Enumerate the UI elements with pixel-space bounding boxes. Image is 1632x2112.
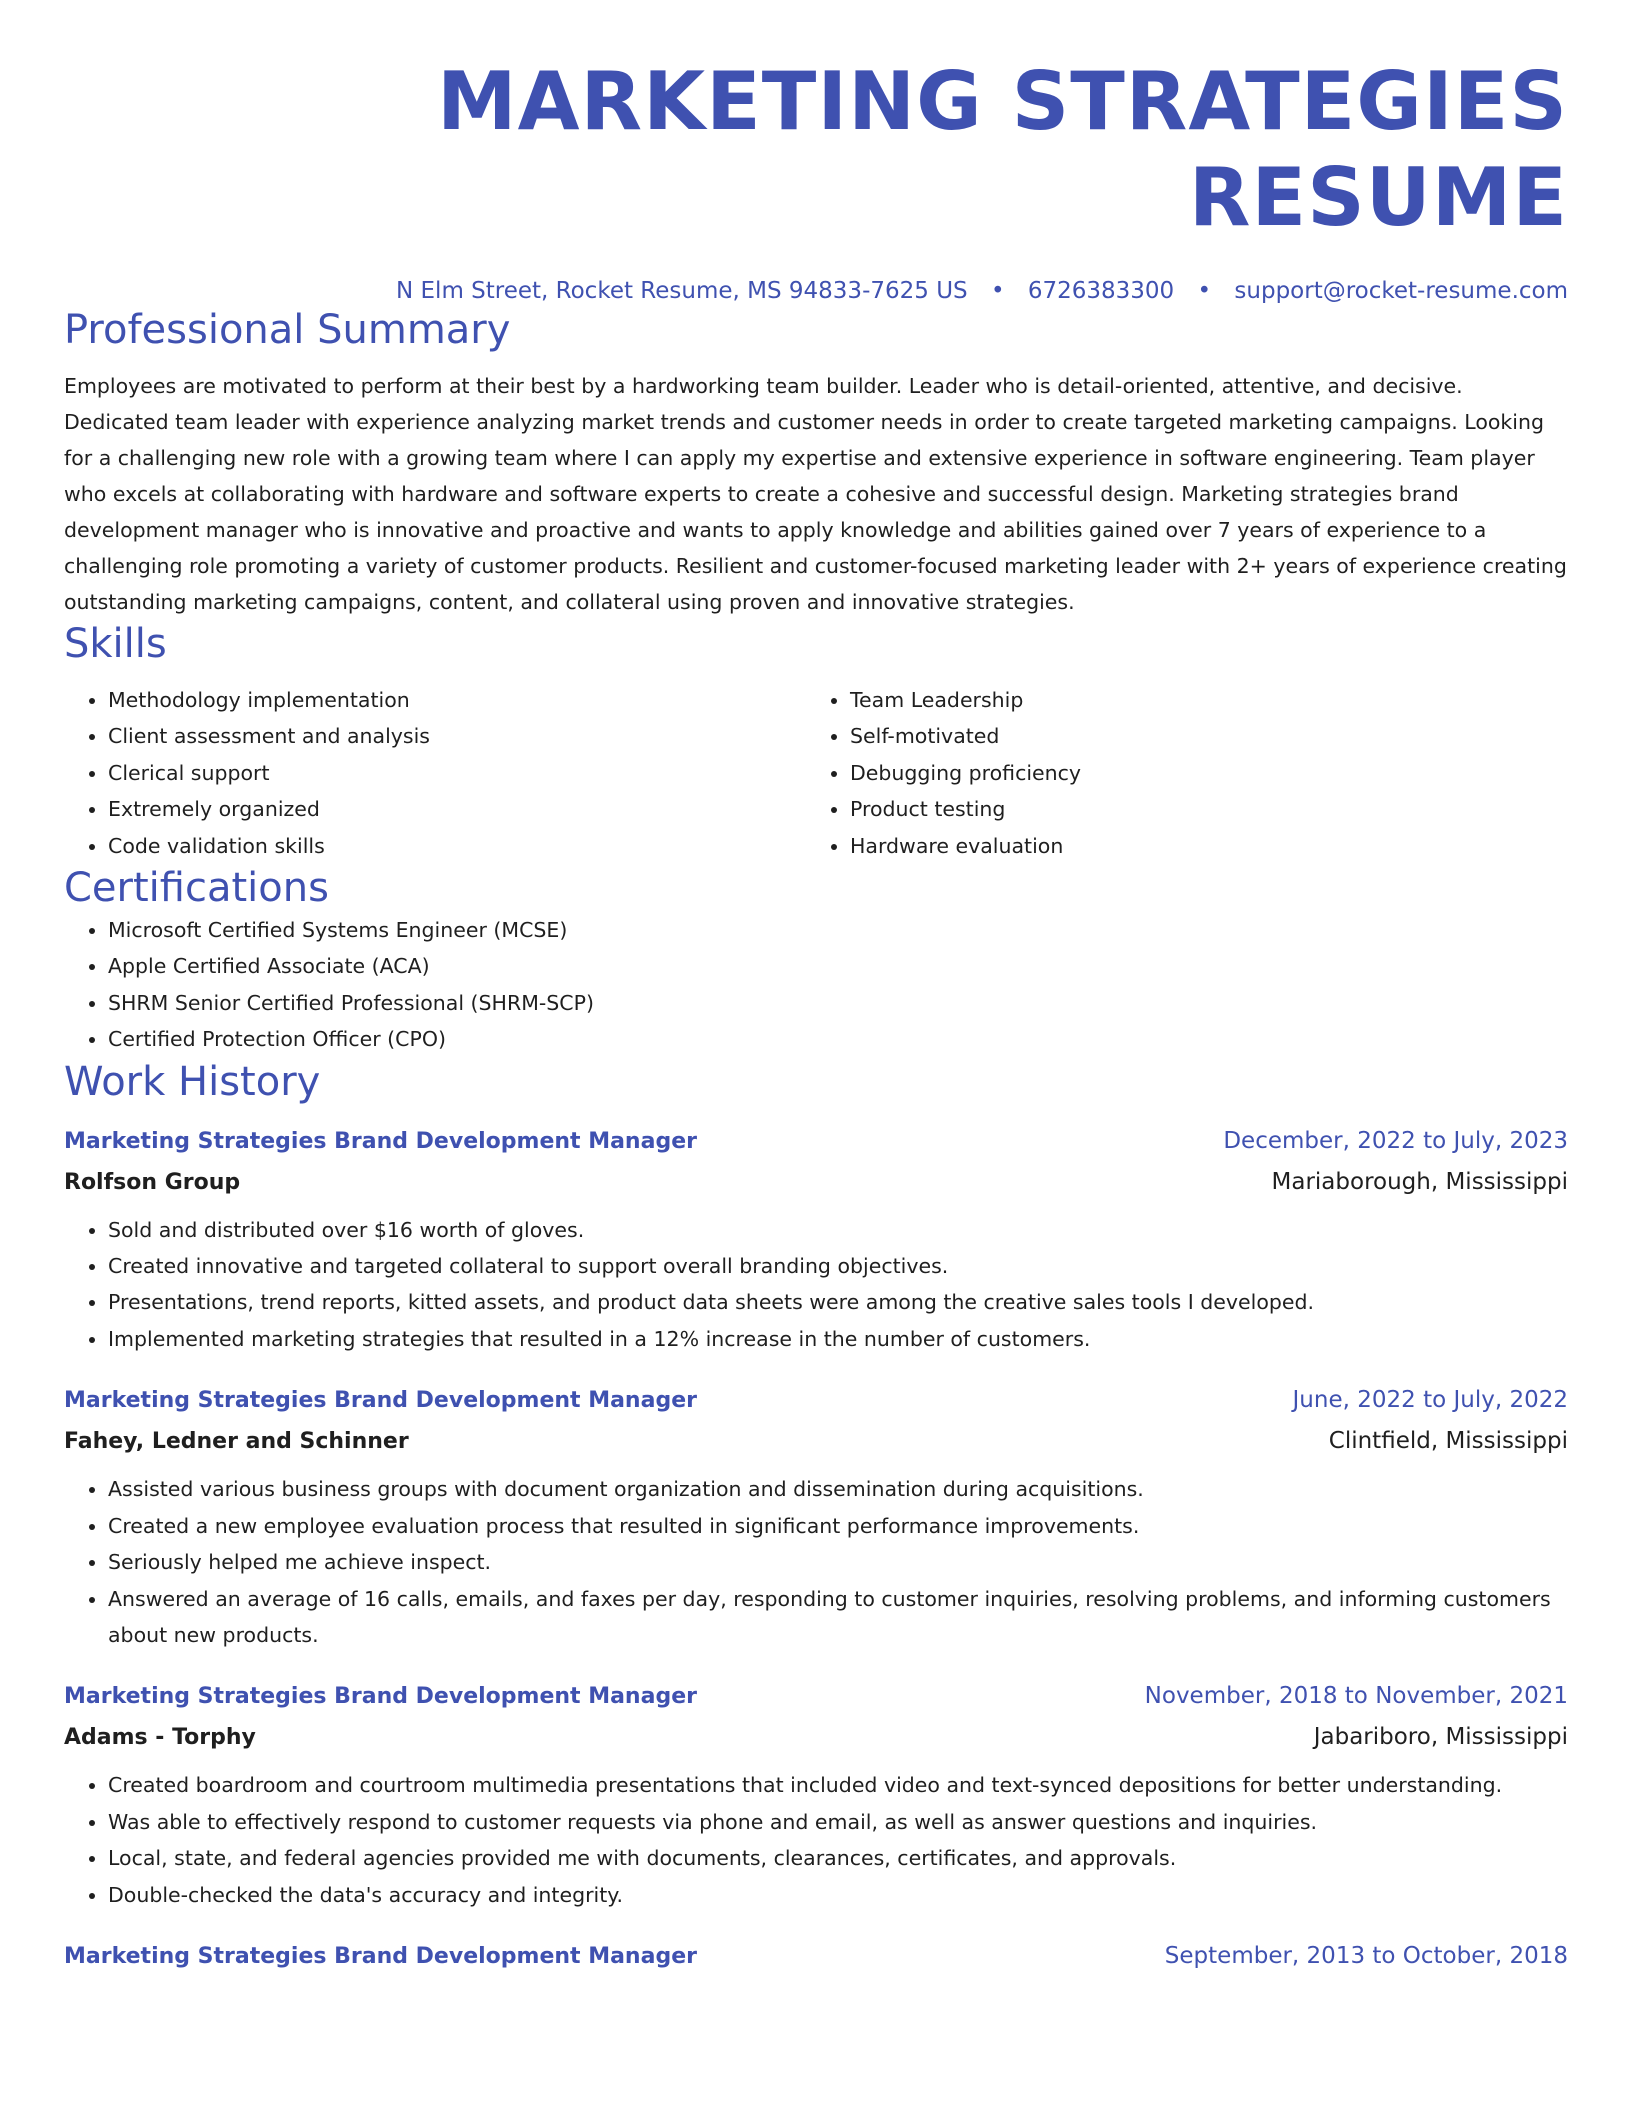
skill-item: • Team Leadership: [850, 682, 1548, 718]
job-bullet: • Double-checked the data's accuracy and integrity.: [108, 1877, 1568, 1913]
skill-item: • Methodology implementation: [108, 682, 806, 718]
job-bullet: • Presentations, trend reports, kitted assets, and product data sheets were among the creative sales tools I developed.: [108, 1284, 1568, 1320]
contact-separator: •: [1197, 278, 1212, 304]
skill-item: • Clerical support: [108, 755, 806, 791]
job-company: Fahey, Ledner and Schinner: [64, 1429, 409, 1455]
job-bullet: • Created a new employee evaluation process that resulted in significant performance improvements.: [108, 1508, 1568, 1544]
job-location: Clintfield, Mississippi: [1328, 1428, 1568, 1455]
job-company: Adams - Torphy: [64, 1725, 256, 1751]
contact-address: N Elm Street, Rocket Resume, MS 94833-7625 US: [396, 278, 968, 304]
certification-item: • Microsoft Certified Systems Engineer (MCSE): [108, 912, 1568, 948]
skill-item: • Product testing: [850, 791, 1548, 827]
skill-item: • Self-motivated: [850, 718, 1548, 754]
job-bullet: • Answered an average of 16 calls, emails, and faxes per day, responding to customer inquiries, resolving problems, and informing customers about new products.: [108, 1581, 1568, 1654]
job-header: [64, 1126, 1568, 1157]
job-header: [64, 1681, 1568, 1712]
contact-phone: 6726383300: [1027, 278, 1175, 304]
certifications-heading: Certifications: [64, 865, 329, 912]
job-entry: [64, 1941, 1568, 1972]
contact-line: [64, 276, 1568, 306]
job-dates: September, 2013 to October, 2018: [1164, 1942, 1568, 1969]
certification-item: • Certified Protection Officer (CPO): [108, 1021, 1568, 1057]
job-bullets: [64, 1767, 1568, 1913]
skill-item: • Client assessment and analysis: [108, 718, 806, 754]
job-bullet: • Was able to effectively respond to customer requests via phone and email, as well as answer questions and inquiries.: [108, 1804, 1568, 1840]
job-entry: [64, 1681, 1568, 1913]
job-subheader: [64, 1167, 1568, 1198]
skill-item: • Debugging proficiency: [850, 755, 1548, 791]
job-bullet: • Seriously helped me achieve inspect.: [108, 1544, 1568, 1580]
certification-item: • SHRM Senior Certified Professional (SHRM-SCP): [108, 985, 1568, 1021]
job-location: Jabariboro, Mississippi: [1313, 1724, 1568, 1751]
skills-column-left: [64, 682, 806, 864]
job-subheader: [64, 1722, 1568, 1753]
skill-item: • Code validation skills: [108, 828, 806, 864]
job-bullet: • Local, state, and federal agencies provided me with documents, clearances, certificates, and approvals.: [108, 1840, 1568, 1876]
job-bullet: • Created boardroom and courtroom multimedia presentations that included video and text-synced depositions for better understanding.: [108, 1767, 1568, 1803]
contact-email: support@rocket-resume.com: [1234, 278, 1568, 304]
skill-item: • Extremely organized: [108, 791, 806, 827]
certifications-list: [64, 912, 1568, 1058]
resume-title: MARKETING STRATEGIES RESUME: [437, 55, 1568, 244]
job-entry: [64, 1385, 1568, 1653]
job-header: [64, 1941, 1568, 1972]
job-location: Mariaborough, Mississippi: [1271, 1168, 1568, 1195]
job-bullets: [64, 1471, 1568, 1653]
skill-item: • Hardware evaluation: [850, 828, 1548, 864]
skills-list: [64, 682, 1568, 864]
work-history-heading: Work History: [64, 1058, 321, 1105]
certification-item: • Apple Certified Associate (ACA): [108, 948, 1568, 984]
job-role: Marketing Strategies Brand Development Manager: [64, 1128, 697, 1154]
job-role: Marketing Strategies Brand Development Manager: [64, 1943, 697, 1969]
summary-text: Employees are motivated to perform at their best by a hardworking team builder. Leader who is detail-oriented, attentive, and decisive. Dedicated team leader with experience analyzing market trends and customer needs in order to create targeted marketing campaigns. Looking for a challenging new role with a growing team where I can apply my expertise and extensive experience in software engineering. Team player who excels at collaborating with hardware and software experts to create a cohesive and successful design. Marketing strategies brand development manager who is innovative and proactive and wants to apply knowledge and abilities gained over 7 years of experience to a challenging role promoting a variety of customer products. Resilient and customer-focused marketing leader with 2+ years of experience creating outstanding marketing campaigns, content, and collateral using proven and innovative strategies.: [64, 374, 1567, 614]
job-dates: June, 2022 to July, 2022: [1292, 1387, 1568, 1414]
job-bullet: • Sold and distributed over $16 worth of gloves.: [108, 1212, 1568, 1248]
job-role: Marketing Strategies Brand Development Manager: [64, 1388, 697, 1414]
job-subheader: [64, 1426, 1568, 1457]
job-company: Rolfson Group: [64, 1169, 241, 1195]
job-dates: December, 2022 to July, 2023: [1223, 1127, 1568, 1154]
job-bullet: • Created innovative and targeted collateral to support overall branding objectives.: [108, 1248, 1568, 1284]
job-bullet: • Implemented marketing strategies that resulted in a 12% increase in the number of customers.: [108, 1321, 1568, 1357]
job-role: Marketing Strategies Brand Development Manager: [64, 1684, 697, 1710]
skills-heading: Skills: [64, 621, 167, 667]
job-header: [64, 1385, 1568, 1416]
job-bullet: • Assisted various business groups with document organization and dissemination during acquisitions.: [108, 1471, 1568, 1507]
job-bullets: [64, 1212, 1568, 1358]
job-entry: [64, 1126, 1568, 1358]
job-dates: November, 2018 to November, 2021: [1144, 1683, 1568, 1710]
summary-heading: Professional Summary: [64, 307, 511, 353]
contact-separator: •: [990, 278, 1005, 304]
skills-column-right: [806, 682, 1548, 864]
